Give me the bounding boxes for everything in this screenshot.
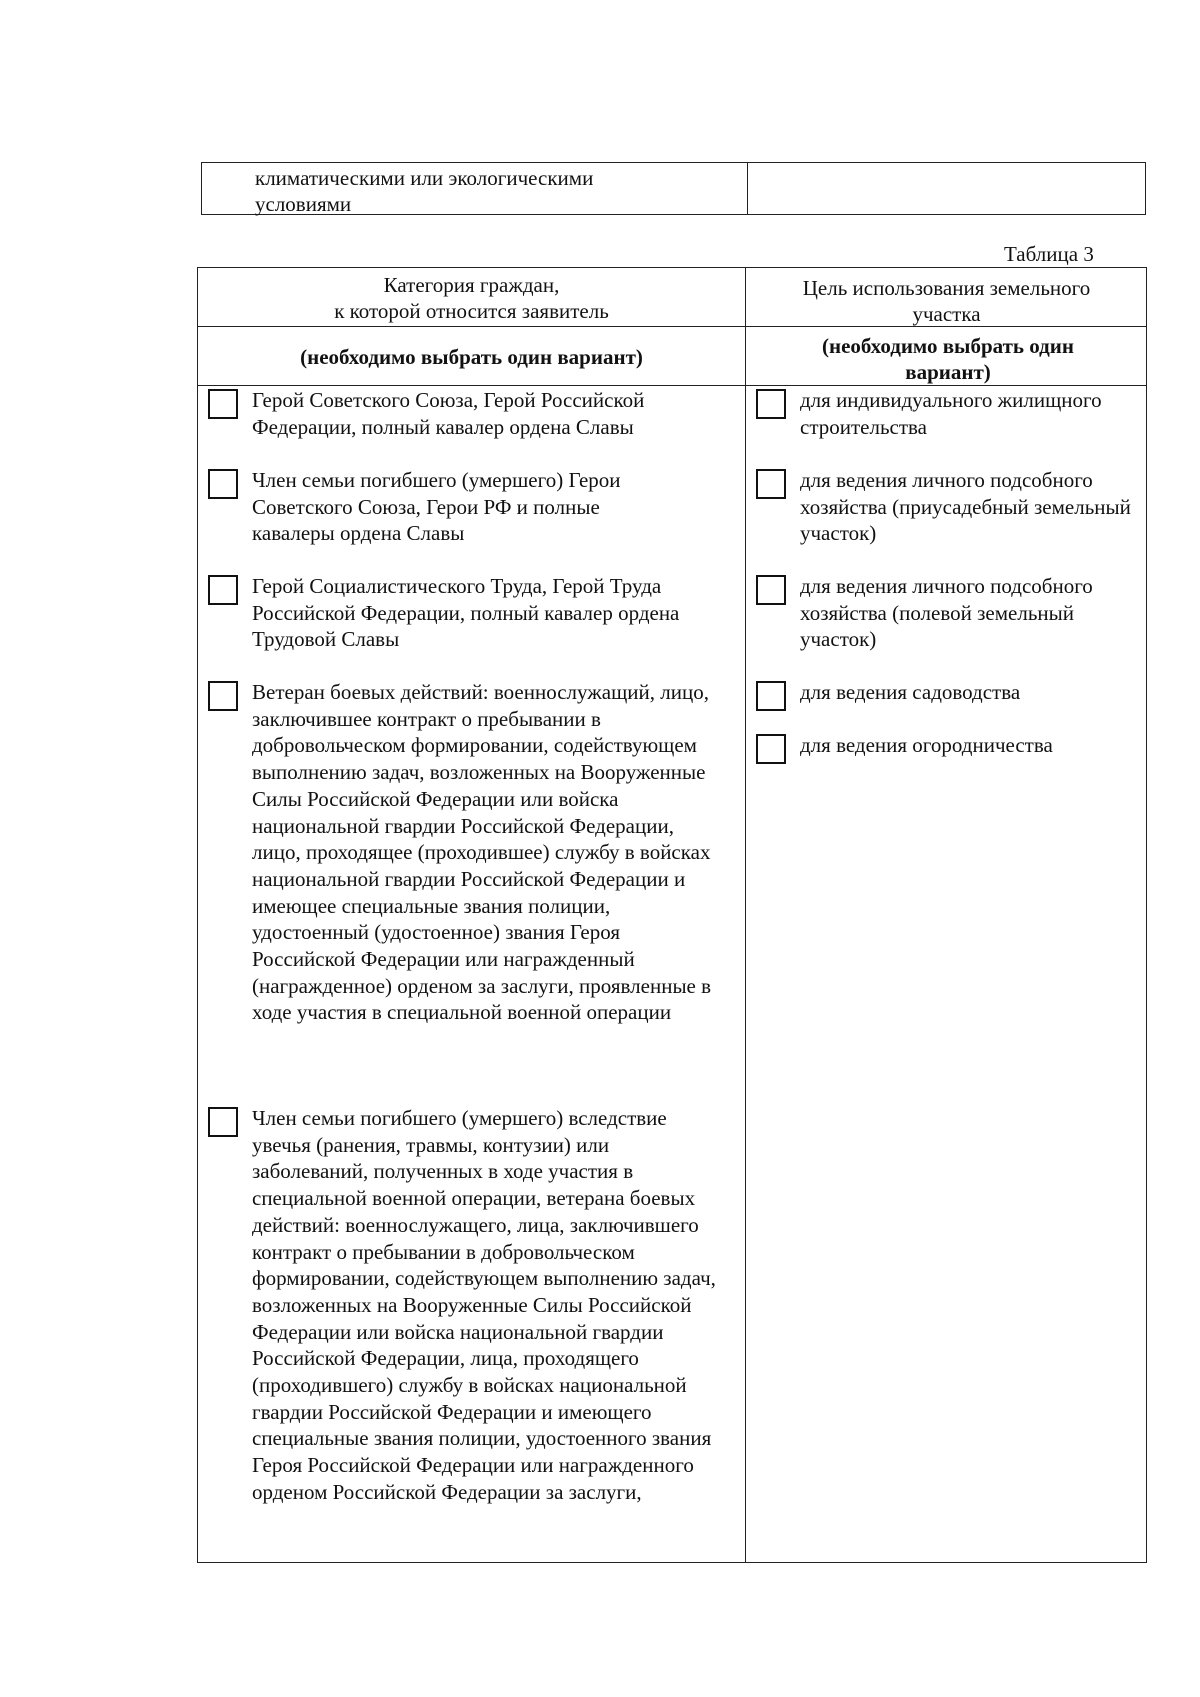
column-divider — [745, 268, 746, 1562]
category-item[interactable] — [208, 1105, 733, 1506]
purpose-checkbox[interactable] — [756, 734, 786, 764]
purpose-checkbox[interactable] — [756, 389, 786, 419]
category-checkbox[interactable] — [208, 389, 238, 419]
category-checkbox[interactable] — [208, 1107, 238, 1137]
purpose-item[interactable] — [756, 679, 1141, 711]
purpose-checkbox[interactable] — [756, 469, 786, 499]
purpose-header-line1: Цель использования земельного — [802, 276, 1091, 300]
continuation-right-cell — [748, 163, 1145, 214]
category-checkbox[interactable] — [208, 681, 238, 711]
category-header-line1: Категория граждан, — [383, 273, 560, 297]
purpose-checkbox[interactable] — [756, 575, 786, 605]
category-label: Член семьи погибшего (умершего) вследствие увечья (ранения, травмы, контузии) или заболеваний, полученных в ходе участия в специальной военной операции, ветерана боевых действий: военнослужащего, лица, заключившего контракт о пребывании в добровольческом формировании, содействующем выполнению задач, возложенных на Вооруженные Силы Российской Федерации или войска национальной гвардии Российской Федерации, лица, проходящего (проходившего) службу в войсках национальной гвардии Российской Федерации и имеющего специальные звания полиции, удостоенного звания Героя Российской Федерации или награжденного орденом Российской Федерации за заслуги, — [252, 1106, 716, 1504]
note-divider — [198, 385, 1146, 386]
category-item[interactable] — [208, 573, 733, 653]
purpose-label: для ведения садоводства — [800, 680, 1021, 704]
category-item[interactable] — [208, 467, 733, 547]
category-checkbox[interactable] — [208, 575, 238, 605]
category-item[interactable] — [208, 387, 733, 440]
selection-table — [197, 267, 1147, 1563]
category-label: Герой Социалистического Труда, Герой Труда Российской Федерации, полный кавалер ордена Трудовой Славы — [252, 574, 680, 652]
category-note: (необходимо выбрать один вариант) — [300, 345, 643, 369]
category-label: Член семьи погибшего (умершего) Герои Советского Союза, Герои РФ и полные кавалеры ордена Славы — [252, 468, 621, 546]
category-label: Герой Советского Союза, Герой Российской Федерации, полный кавалер ордена Славы — [252, 388, 645, 439]
category-checkbox[interactable] — [208, 469, 238, 499]
purpose-label: для ведения личного подсобного хозяйства (приусадебный земельный участок) — [800, 468, 1131, 546]
purpose-header-line2: участка — [912, 302, 981, 326]
table-caption: Таблица 3 — [1004, 242, 1094, 266]
purpose-label: для индивидуального жилищного строительства — [800, 388, 1102, 439]
continuation-left-text: климатическими или экологическими условиями — [255, 166, 594, 216]
category-header — [198, 272, 745, 324]
category-header-line2: к которой относится заявитель — [334, 299, 609, 323]
continuation-left-cell — [202, 163, 748, 214]
purpose-label: для ведения личного подсобного хозяйства (полевой земельный участок) — [800, 574, 1093, 652]
purpose-item[interactable] — [756, 467, 1141, 547]
purpose-header — [745, 275, 1148, 327]
purpose-label: для ведения огородничества — [800, 733, 1053, 757]
category-label: Ветеран боевых действий: военнослужащий, лицо, заключившее контракт о пребывании в добровольческом формировании, содействующем выполнению задач, возложенных на Вооруженные Силы Российской Федерации или войска национальной гвардии Российской Федерации, лицо, проходящее (проходившее) службу в войсках национальной гвардии Российской Федерации и имеющее специальные звания полиции, удостоенный (удостоенное) звания Героя Российской Федерации или награжденный (награжденное) орденом за заслуги, проявленные в ходе участия в специальной военной операции — [252, 680, 712, 1025]
category-item[interactable] — [208, 679, 733, 1026]
purpose-note: (необходимо выбрать один вариант) — [822, 334, 1074, 384]
purpose-item[interactable] — [756, 573, 1141, 653]
purpose-item[interactable] — [756, 732, 1141, 764]
purpose-item[interactable] — [756, 387, 1141, 440]
purpose-checkbox[interactable] — [756, 681, 786, 711]
continuation-table — [201, 162, 1146, 215]
